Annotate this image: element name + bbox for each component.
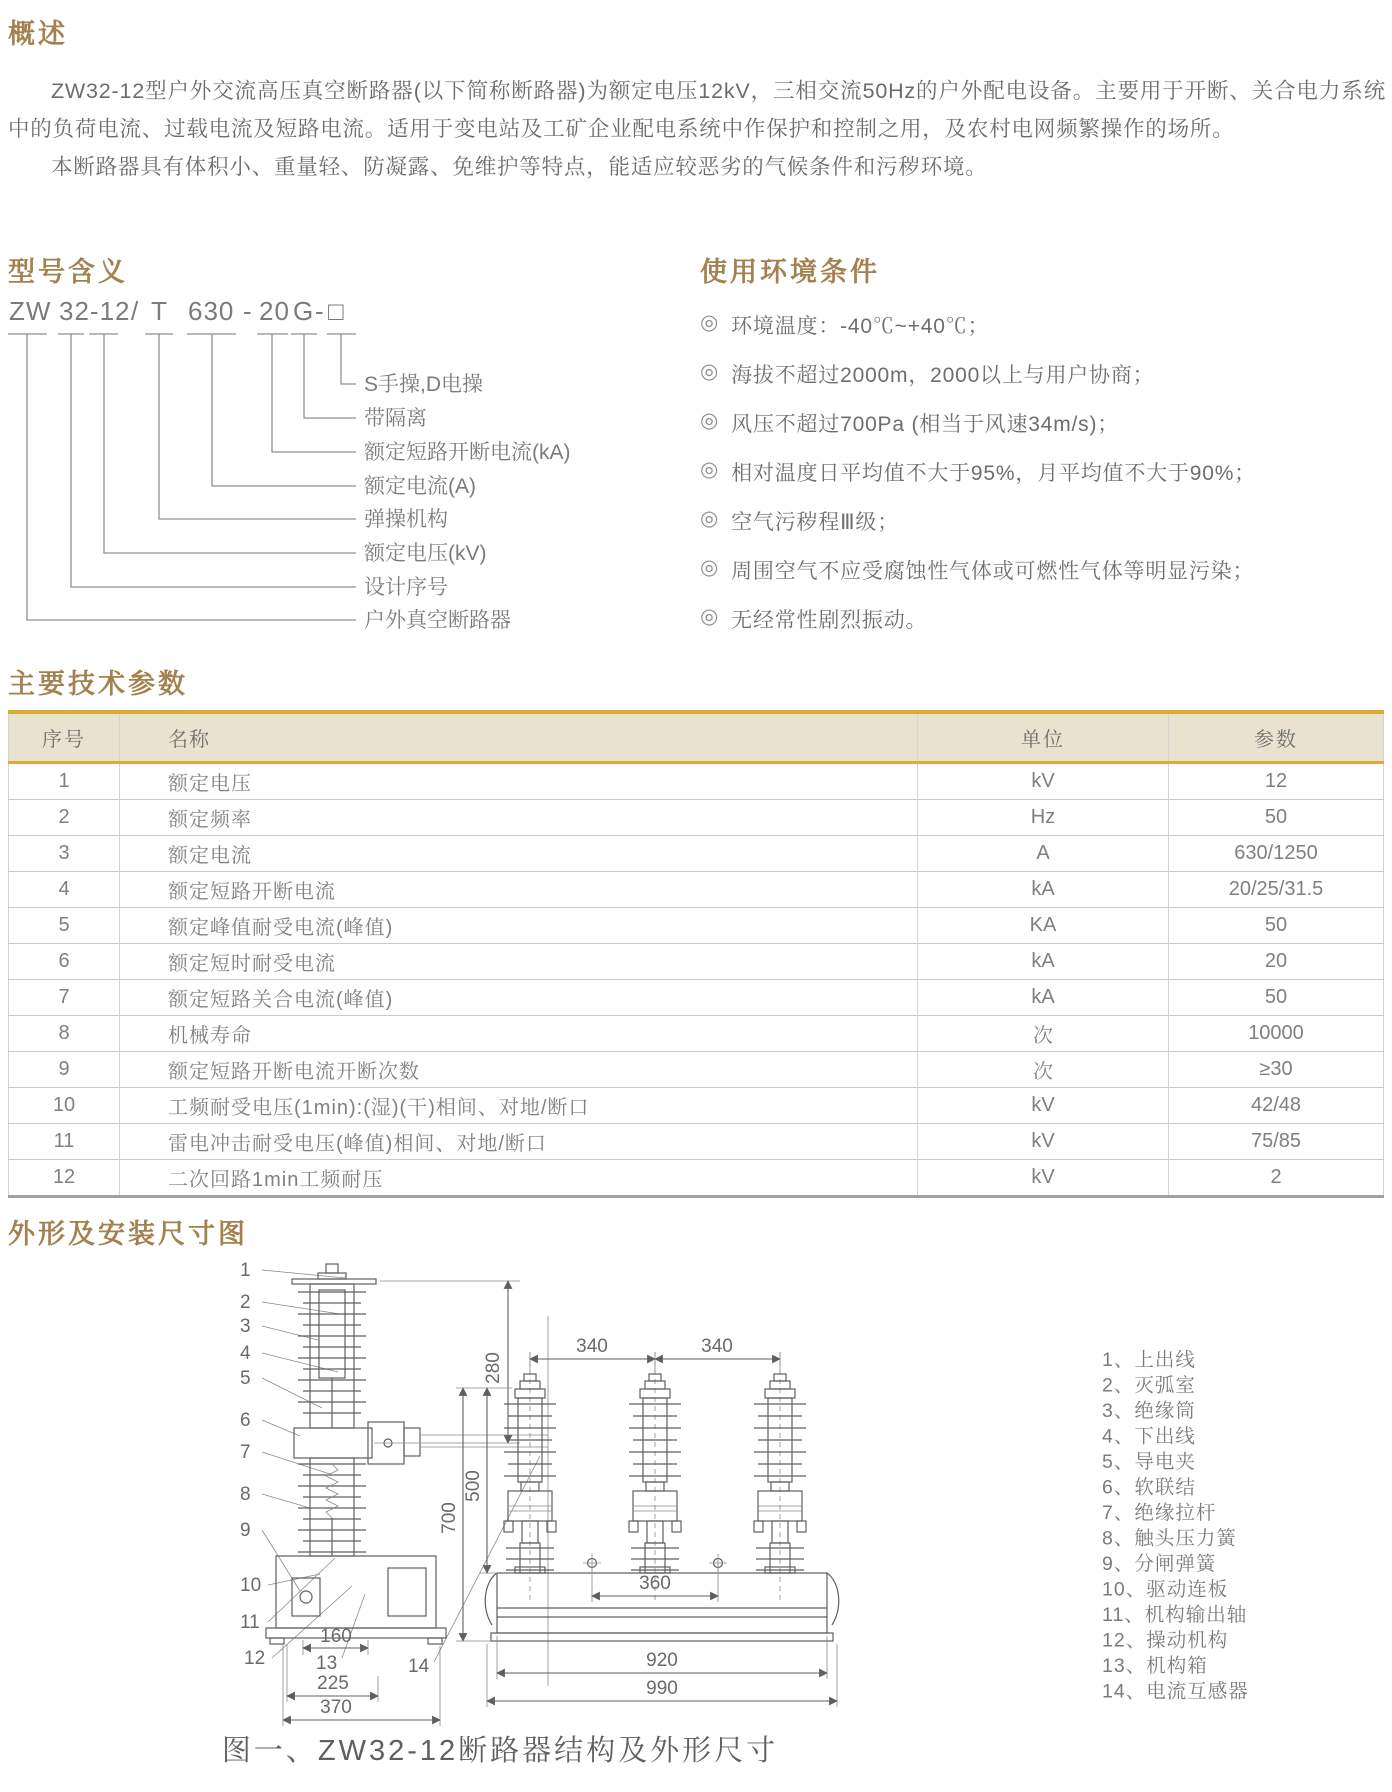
table-cell: kV [918, 763, 1169, 800]
table-cell: 额定短路开断电流开断次数 [120, 1052, 918, 1088]
dim-500: 500 [463, 1470, 484, 1502]
environment-item-text: 风压不超过700Pa (相当于风速34m/s)； [731, 413, 1120, 436]
table-header-row [9, 712, 1384, 763]
bullet-icon: ◎ [700, 556, 720, 579]
table-cell: 2 [1270, 1166, 1282, 1188]
environment-item-text: 海拔不超过2000m，2000以上与用户协商； [731, 364, 1155, 387]
callout-number: 4 [240, 1343, 251, 1364]
table-cell: 630/1250 [1234, 842, 1318, 864]
table-cell: 额定电压 [120, 763, 918, 800]
model-segment: 630 [188, 296, 235, 326]
table-cell: 50 [1264, 914, 1288, 936]
table-cell: 次 [918, 1016, 1169, 1052]
callout-number: 11 [240, 1612, 260, 1633]
bullet-icon: ◎ [700, 507, 720, 530]
model-segment: T [151, 296, 168, 326]
dim-990: 990 [646, 1678, 678, 1699]
model-label: S手操,D电操 [364, 373, 484, 396]
table-row [9, 763, 1384, 800]
parts-legend [1102, 1349, 1249, 1703]
callout-number: 8 [240, 1484, 251, 1505]
callout-number: 5 [240, 1368, 251, 1389]
column-header: 序号 [9, 712, 120, 763]
legend-item: 4、下出线 [1102, 1425, 1196, 1448]
callout-number: 3 [240, 1316, 251, 1337]
outline-title: 外形及安装尺寸图 [8, 1219, 248, 1249]
insulator-column [629, 1352, 681, 1601]
table-cell: 4 [9, 872, 120, 908]
table-cell: 额定电流 [120, 836, 918, 872]
table-cell: 二次回路1min工频耐压 [120, 1160, 918, 1197]
model-label: 额定短路开断电流(kA) [364, 441, 571, 464]
table-row [9, 944, 1384, 980]
table-cell: kV [918, 1160, 1169, 1197]
model-meaning-title: 型号含义 [8, 257, 128, 287]
table-cell: 额定短路关合电流(峰值) [120, 980, 918, 1016]
column-header: 名称 [120, 712, 918, 763]
table-cell: 10000 [1248, 1022, 1304, 1044]
callout-number: 13 [316, 1653, 338, 1674]
table-cell: kV [918, 1088, 1169, 1124]
legend-item: 8、触头压力簧 [1102, 1527, 1237, 1550]
parameters-title: 主要技术参数 [8, 669, 188, 699]
model-segment: ZW [9, 296, 52, 326]
callout-number: 14 [408, 1656, 430, 1677]
callout-group [240, 1260, 430, 1677]
table-cell: 10 [9, 1088, 120, 1124]
model-segment: 32-12 [59, 296, 131, 326]
table-cell: 额定短路开断电流 [120, 872, 918, 908]
insulator-column [754, 1352, 806, 1601]
table-cell: 额定频率 [120, 800, 918, 836]
side-view-drawing [262, 1264, 548, 1726]
callout-number: 7 [240, 1442, 251, 1463]
table-cell: 12 [9, 1160, 120, 1197]
table-cell: A [918, 836, 1169, 872]
model-segment: / [131, 296, 140, 326]
model-designation-diagram [4, 290, 684, 640]
table-row [9, 1052, 1384, 1088]
table-cell: 6 [9, 944, 120, 980]
legend-item: 9、分闸弹簧 [1102, 1553, 1217, 1575]
legend-item: 2、灭弧室 [1102, 1374, 1196, 1397]
model-connector-lines [27, 334, 356, 620]
table-cell: 50 [1264, 806, 1288, 828]
model-segment: G [293, 296, 315, 326]
model-segment: 20 [259, 296, 290, 326]
environment-item [700, 457, 1390, 487]
table-cell: ≥30 [1259, 1058, 1293, 1080]
table-cell: KA [918, 908, 1169, 944]
environment-item-text: 空气污秽程Ⅲ级； [731, 511, 900, 534]
table-cell: kA [918, 944, 1169, 980]
callout-number: 6 [240, 1410, 251, 1431]
legend-item: 6、软联结 [1102, 1476, 1196, 1499]
environment-item-text: 环境温度：-40℃~+40℃； [731, 315, 990, 338]
environment-item [700, 555, 1390, 585]
model-segment: - [315, 296, 325, 326]
overview-paragraph-1: ZW32-12型户外交流高压真空断路器(以下简称断路器)为额定电压12kV，三相交流50Hz的户外配电设备。主要用于开断、关合电力系统中的负荷电流、过载电流及短路电流。适用于变电站及工矿企业配电系统中作保护和控制之用，及农村电网频繁操作的场所。 [8, 79, 1386, 141]
table-cell: 42/48 [1250, 1094, 1302, 1116]
legend-item: 13、机构箱 [1102, 1655, 1208, 1677]
table-cell: 次 [918, 1052, 1169, 1088]
model-label: 额定电压(kV) [364, 542, 487, 565]
model-label: 设计序号 [364, 576, 448, 599]
column-header: 单位 [918, 712, 1169, 763]
overview-title: 概述 [8, 19, 68, 49]
model-label: 带隔离 [364, 407, 427, 430]
dim-360: 360 [639, 1573, 671, 1594]
overview-paragraph-2: 本断路器具有体积小、重量轻、防凝露、免维护等特点，能适应较恶劣的气候条件和污秽环境。 [51, 155, 988, 179]
dim-700: 700 [439, 1502, 460, 1534]
table-cell: 50 [1264, 986, 1288, 1008]
model-label: 户外真空断路器 [364, 609, 511, 632]
table-cell: 12 [1264, 770, 1288, 792]
table-row [9, 980, 1384, 1016]
model-segment: - [243, 296, 253, 326]
front-view-drawing [439, 1336, 839, 1707]
legend-item: 7、绝缘拉杆 [1102, 1502, 1217, 1524]
table-cell: 11 [9, 1124, 120, 1160]
table-cell: kA [918, 980, 1169, 1016]
callout-number: 1 [240, 1260, 251, 1281]
legend-item: 10、驱动连板 [1102, 1578, 1229, 1601]
table-cell: 3 [9, 836, 120, 872]
table-cell: 雷电冲击耐受电压(峰值)相间、对地/断口 [120, 1124, 918, 1160]
environment-item-text: 相对温度日平均值不大于95%，月平均值不大于90%； [731, 462, 1256, 485]
parameters-table [8, 710, 1384, 1198]
bullet-icon: ◎ [700, 311, 720, 334]
environment-item [700, 359, 1390, 389]
environment-item [700, 310, 1390, 340]
parameters-table-body [9, 763, 1384, 1197]
dim-340-right: 340 [701, 1336, 733, 1357]
model-label: 弹操机构 [364, 508, 448, 531]
table-cell: 75/85 [1250, 1130, 1302, 1152]
legend-item: 12、操动机构 [1102, 1629, 1229, 1652]
environment-list [700, 310, 1390, 653]
bullet-icon: ◎ [700, 360, 720, 383]
dim-160: 160 [320, 1626, 352, 1647]
table-row [9, 1160, 1384, 1197]
bullet-icon: ◎ [700, 605, 720, 628]
dim-370: 370 [320, 1697, 352, 1718]
table-row [9, 1016, 1384, 1052]
bullet-icon: ◎ [700, 409, 720, 432]
dim-280: 280 [483, 1352, 504, 1384]
legend-item: 3、绝缘筒 [1102, 1400, 1196, 1422]
environment-item [700, 604, 1390, 634]
table-cell: 20/25/31.5 [1228, 878, 1324, 900]
table-cell: 工频耐受电压(1min):(湿)(干)相间、对地/断口 [120, 1088, 918, 1124]
legend-item: 5、导电夹 [1102, 1451, 1196, 1473]
callout-number: 10 [240, 1575, 262, 1596]
legend-item: 11、机构输出轴 [1102, 1604, 1248, 1626]
callout-number: 12 [244, 1648, 266, 1669]
table-cell: 额定短时耐受电流 [120, 944, 918, 980]
table-cell: 机械寿命 [120, 1016, 918, 1052]
table-row [9, 1088, 1384, 1124]
environment-item-text: 无经常性剧烈振动。 [731, 609, 928, 632]
callout-number: 2 [240, 1292, 251, 1313]
environment-item [700, 506, 1390, 536]
dim-225: 225 [317, 1673, 349, 1694]
bullet-icon: ◎ [700, 458, 720, 481]
legend-item: 1、上出线 [1102, 1349, 1196, 1371]
table-row [9, 1124, 1384, 1160]
table-cell: 7 [9, 980, 120, 1016]
dim-340-left: 340 [576, 1336, 608, 1357]
callout-number: 9 [240, 1520, 251, 1541]
table-row [9, 800, 1384, 836]
column-header: 参数 [1169, 712, 1384, 763]
environment-item [700, 408, 1390, 438]
model-label: 额定电流(A) [364, 475, 476, 498]
dimension-drawing [0, 1256, 1392, 1738]
dim-920: 920 [646, 1650, 678, 1671]
table-cell: 8 [9, 1016, 120, 1052]
table-cell: 1 [9, 763, 120, 800]
table-cell: kV [918, 1124, 1169, 1160]
table-row [9, 836, 1384, 872]
table-cell: 20 [1264, 950, 1288, 972]
table-cell: 2 [9, 800, 120, 836]
legend-item: 14、电流互感器 [1102, 1680, 1249, 1703]
table-row [9, 908, 1384, 944]
environment-item-text: 周围空气不应受腐蚀性气体或可燃性气体等明显污染； [731, 560, 1255, 583]
table-cell: 9 [9, 1052, 120, 1088]
model-placeholder-box: □ [328, 296, 345, 326]
figure-caption: 图一、ZW32-12断路器结构及外形尺寸 [221, 1735, 779, 1767]
table-cell: 额定峰值耐受电流(峰值) [120, 908, 918, 944]
table-row [9, 872, 1384, 908]
table-cell: 5 [9, 908, 120, 944]
environment-title: 使用环境条件 [700, 257, 880, 287]
table-cell: Hz [918, 800, 1169, 836]
table-cell: kA [918, 872, 1169, 908]
